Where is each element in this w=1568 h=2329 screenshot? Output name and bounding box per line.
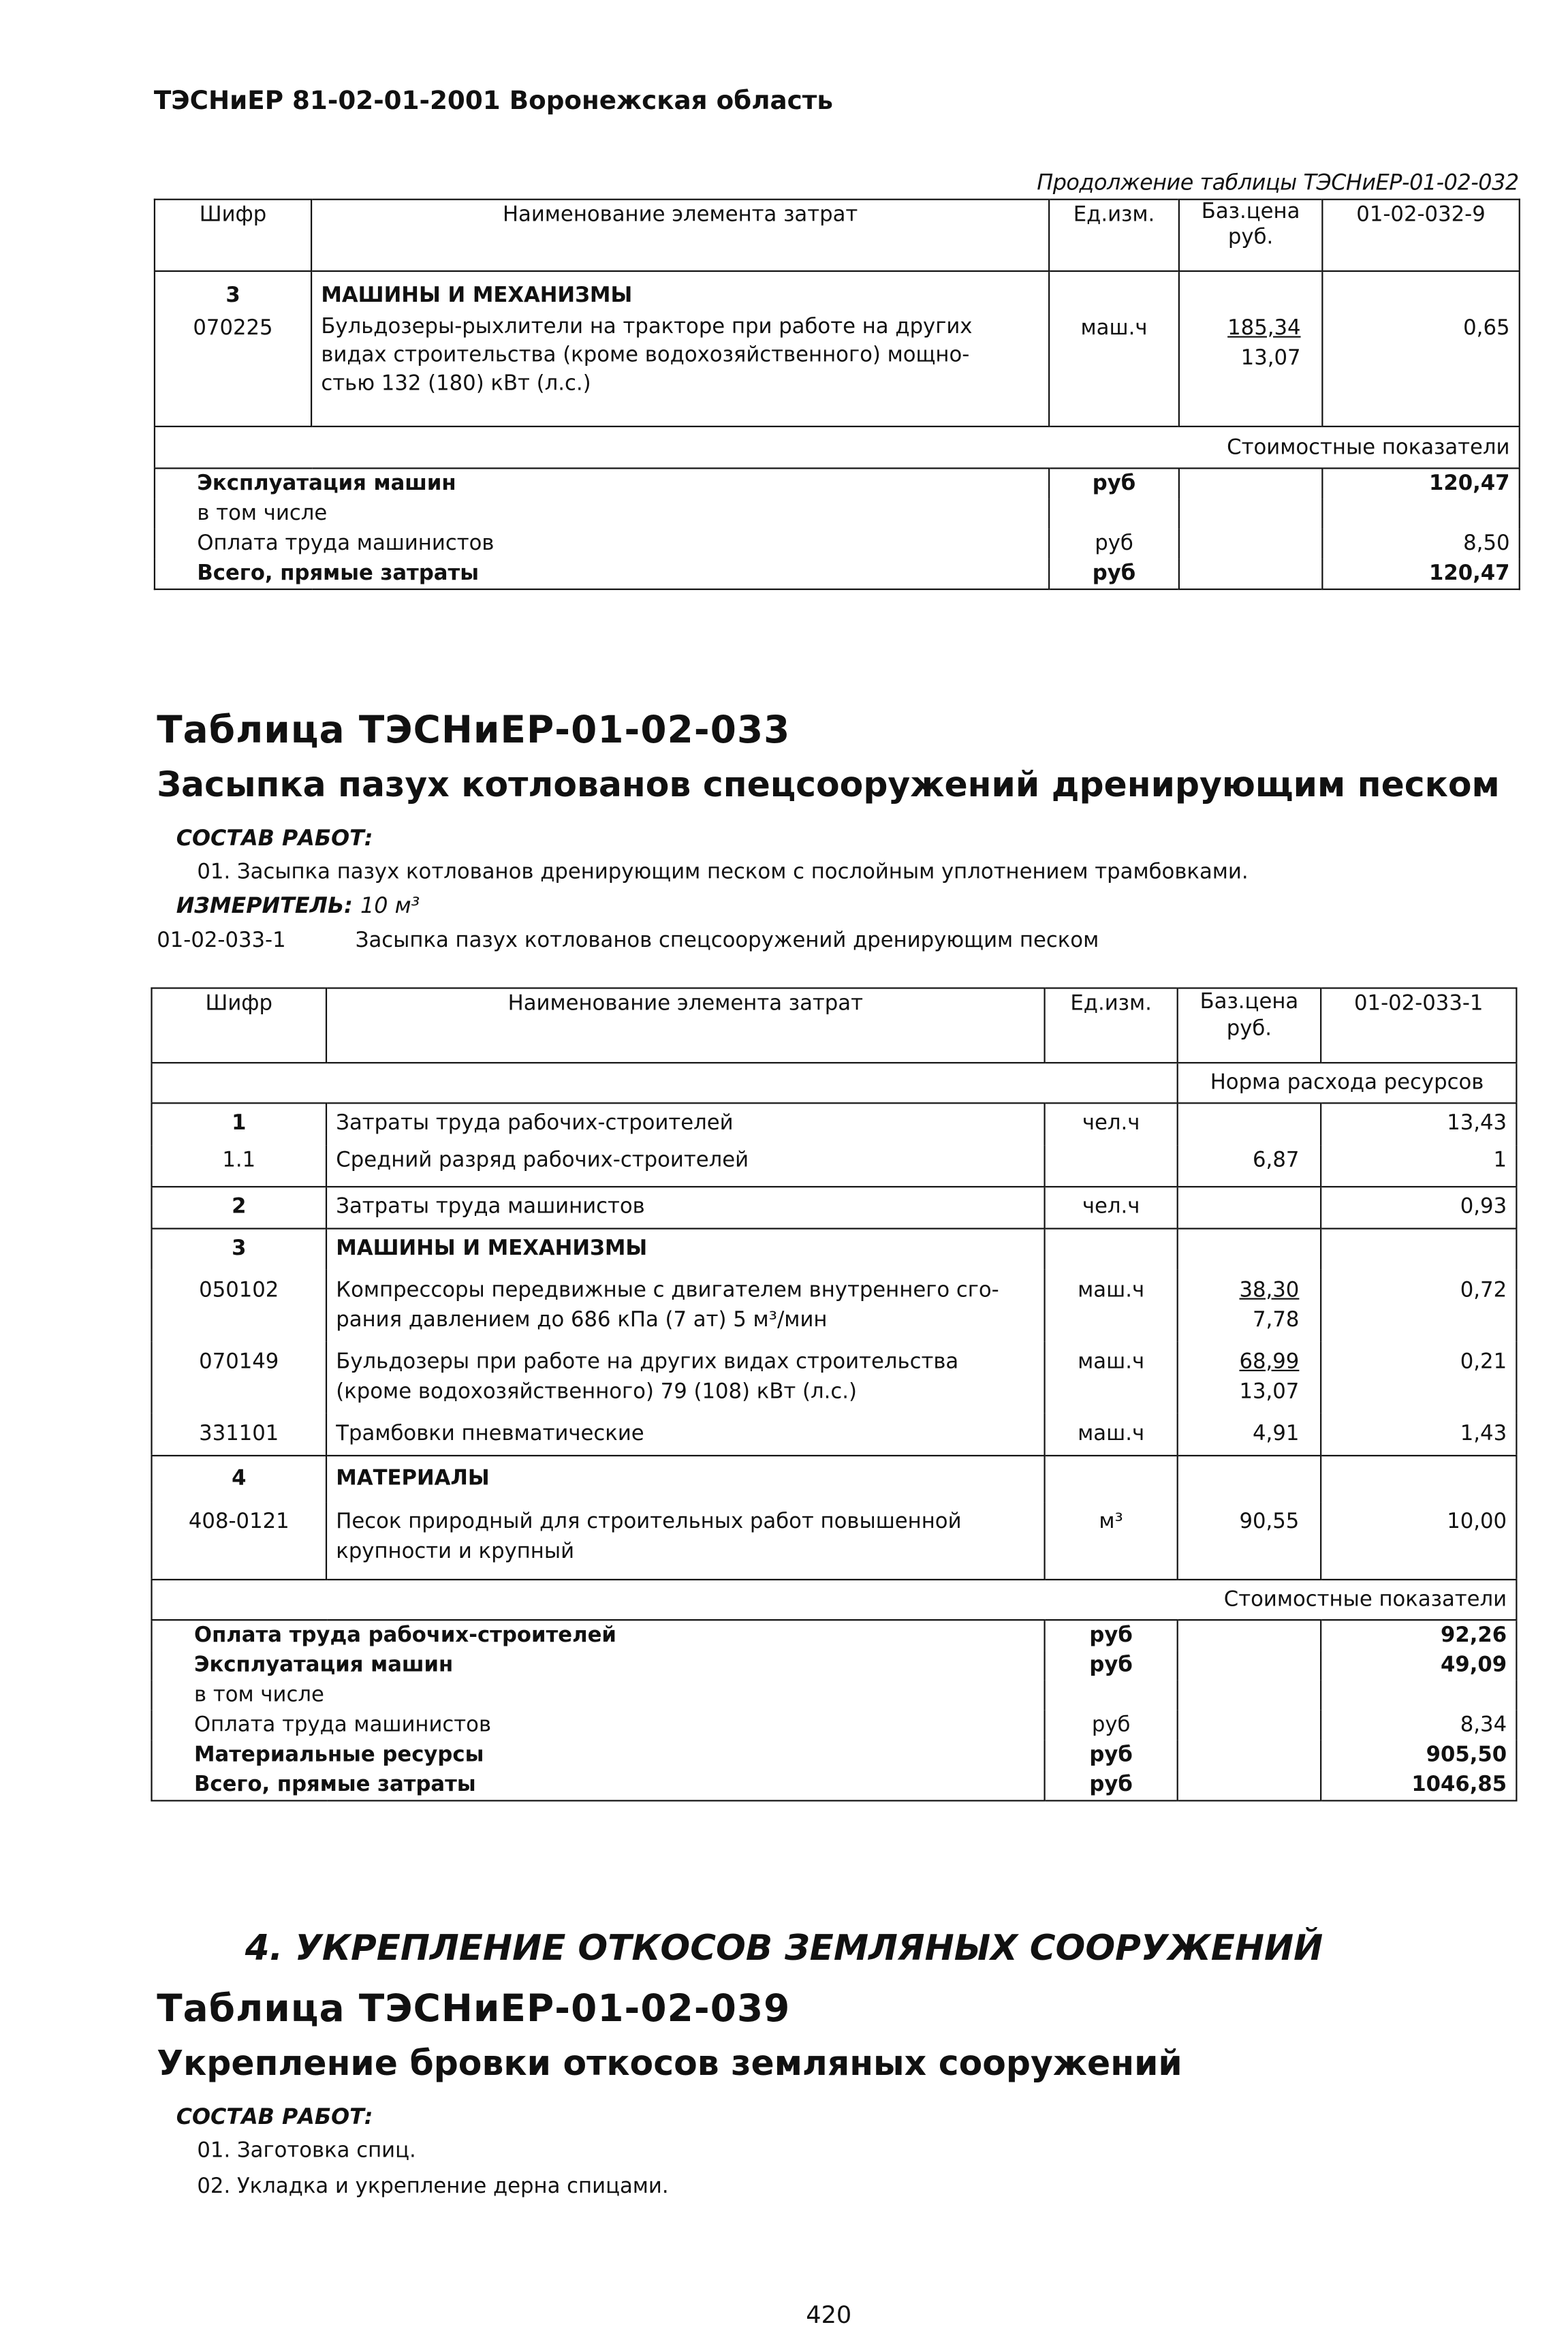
row-unit: маш.ч <box>1045 1269 1178 1341</box>
summary-row <box>152 1651 1517 1681</box>
row-unit: маш.ч <box>1045 1341 1178 1412</box>
summary-value: 8,50 <box>1322 529 1519 559</box>
resource-table-033 <box>151 987 1517 1801</box>
table-row <box>152 1269 1517 1341</box>
group-cipher: 3 <box>152 1229 327 1269</box>
row-price-base: 185,34 <box>1227 315 1301 340</box>
table-row <box>152 1145 1517 1187</box>
meter-label: ИЗМЕРИТЕЛЬ: <box>176 894 353 919</box>
table-039-subtitle: Укрепление бровки откосов земляных сооружений <box>157 2044 1182 2084</box>
row-price <box>1178 1341 1321 1412</box>
summary-label: Эксплуатация машин <box>194 1653 454 1678</box>
row-name-line: Бульдозеры-рыхлители на тракторе при работе на других <box>321 314 973 339</box>
summary-unit: руб <box>1049 529 1179 559</box>
table-row <box>152 1341 1517 1412</box>
cost-indicators-label: Стоимостные показатели <box>1178 1580 1517 1620</box>
row-value: 10,00 <box>1321 1502 1516 1580</box>
code-line-text: Засыпка пазух котлованов спецсооружений дренирующим песком <box>355 928 1099 954</box>
works-item: 01. Засыпка пазух котлованов дренирующим песком с послойным уплотнением трамбовками. <box>197 860 1249 885</box>
row-cipher: 1 <box>232 1111 247 1136</box>
group-name: МАШИНЫ И МЕХАНИЗМЫ <box>311 271 1049 313</box>
row-unit: маш.ч <box>1049 313 1179 426</box>
header-cipher: Шифр <box>205 992 273 1016</box>
row-unit: маш.ч <box>1045 1412 1178 1456</box>
summary-unit: руб <box>1045 1740 1178 1770</box>
row-value: 13,43 <box>1321 1103 1516 1144</box>
row-name <box>326 1269 1045 1341</box>
row-value: 0,21 <box>1321 1341 1516 1412</box>
row-price-base: 68,99 <box>1239 1349 1300 1374</box>
row-name <box>326 1502 1045 1580</box>
table-row <box>155 313 1520 426</box>
row-name-line: крупности и крупный <box>336 1539 575 1563</box>
table-header-row <box>152 988 1517 1063</box>
row-cipher: 050102 <box>199 1277 279 1302</box>
header-unit: Ед.изм. <box>1045 988 1178 1063</box>
row-price-wage: 7,78 <box>1253 1307 1300 1332</box>
summary-label: Материальные ресурсы <box>194 1742 484 1768</box>
summary-label: Оплата труда машинистов <box>197 531 495 556</box>
table-row <box>152 1412 1517 1456</box>
summary-row <box>155 559 1520 589</box>
row-value: 0,72 <box>1321 1269 1516 1341</box>
summary-value: 8,34 <box>1321 1710 1516 1740</box>
summary-label: в том числе <box>197 501 328 526</box>
row-name: Затраты труда машинистов <box>326 1187 1045 1228</box>
table-row <box>152 1187 1517 1228</box>
row-name: Трамбовки пневматические <box>326 1412 1045 1456</box>
row-cipher: 1.1 <box>222 1148 256 1172</box>
group-row <box>155 271 1520 313</box>
summary-label: Всего, прямые затраты <box>197 561 480 586</box>
row-name-line: Бульдозеры при работе на других видах строительства <box>336 1349 959 1374</box>
summary-label: в том числе <box>194 1683 324 1708</box>
table-continuation-note: Продолжение таблицы ТЭСНиЕР-01-02-032 <box>1037 172 1519 196</box>
summary-label: Эксплуатация машин <box>155 468 1049 499</box>
table-033-subtitle: Засыпка пазух котлованов спецсооружений дренирующим песком <box>157 766 1500 805</box>
cost-indicators-label: Стоимостные показатели <box>155 426 1520 468</box>
summary-unit: руб <box>1049 559 1179 589</box>
row-price-wage: 13,07 <box>1239 1379 1300 1404</box>
summary-row <box>155 468 1520 499</box>
table-033-title: Таблица ТЭСНиЕР-01-02-033 <box>157 708 791 751</box>
summary-value: 92,26 <box>1321 1620 1516 1651</box>
row-unit: чел.ч <box>1045 1187 1178 1228</box>
code-line-code: 01-02-033-1 <box>157 928 286 954</box>
summary-label: Всего, прямые затраты <box>194 1772 476 1797</box>
norm-label: Норма расхода ресурсов <box>1178 1063 1517 1103</box>
row-value: 0,65 <box>1322 313 1519 426</box>
summary-value: 120,47 <box>1322 468 1519 499</box>
header-code: 01-02-033-1 <box>1321 988 1516 1063</box>
works-label: СОСТАВ РАБОТ: <box>176 827 373 851</box>
summary-row <box>152 1740 1517 1770</box>
row-cipher: 331101 <box>199 1421 279 1445</box>
group-cipher: 4 <box>152 1456 327 1502</box>
row-cipher: 070149 <box>199 1349 279 1374</box>
header-name: Наименование элемента затрат <box>326 988 1045 1063</box>
row-price-base: 38,30 <box>1239 1277 1300 1302</box>
summary-value: 1046,85 <box>1321 1770 1516 1800</box>
table-row <box>152 1103 1517 1144</box>
cost-indicators-row <box>152 1580 1517 1620</box>
summary-row <box>155 529 1520 559</box>
row-unit: чел.ч <box>1045 1103 1178 1144</box>
summary-row <box>152 1681 1517 1710</box>
row-price: 90,55 <box>1178 1502 1321 1580</box>
row-name-line: рания давлением до 686 кПа (7 ат) 5 м³/мин <box>336 1307 828 1332</box>
row-name <box>326 1341 1045 1412</box>
summary-label: Оплата труда машинистов <box>194 1713 492 1738</box>
works-item: 02. Укладка и укрепление дерна спицами. <box>197 2174 669 2199</box>
summary-row <box>152 1710 1517 1740</box>
summary-unit: руб <box>1045 1620 1178 1651</box>
row-value: 1 <box>1321 1145 1516 1187</box>
row-cipher: 070225 <box>193 315 273 340</box>
row-price-wage: 13,07 <box>1240 345 1301 370</box>
works-label: СОСТАВ РАБОТ: <box>176 2106 373 2130</box>
row-name-line: видах строительства (кроме водохозяйственного) мощно- <box>321 343 970 367</box>
group-row <box>152 1229 1517 1269</box>
summary-row <box>155 499 1520 529</box>
meter-value: 10 м³ <box>360 894 420 919</box>
summary-value: 120,47 <box>1322 559 1519 589</box>
header-cipher: Шифр <box>199 203 267 228</box>
row-name: Средний разряд рабочих-строителей <box>326 1145 1045 1187</box>
row-name-line: стью 132 (180) кВт (л.с.) <box>321 371 591 395</box>
table-row <box>152 1502 1517 1580</box>
row-unit: м³ <box>1045 1502 1178 1580</box>
summary-unit: руб <box>1045 1651 1178 1681</box>
group-name: МАШИНЫ И МЕХАНИЗМЫ <box>326 1229 1045 1269</box>
summary-unit: руб <box>1045 1710 1178 1740</box>
row-name-line: Песок природный для строительных работ повышенной <box>336 1509 962 1533</box>
norm-row <box>152 1063 1517 1103</box>
resource-table-032 <box>154 199 1520 591</box>
group-row <box>152 1456 1517 1502</box>
cost-indicators-row <box>155 426 1520 468</box>
page-number: 420 <box>806 2300 852 2329</box>
row-price <box>1179 313 1322 426</box>
row-price <box>1178 1269 1321 1341</box>
row-value: 0,93 <box>1321 1187 1516 1228</box>
summary-value: 905,50 <box>1321 1740 1516 1770</box>
row-name <box>311 313 1049 426</box>
row-price: 6,87 <box>1178 1145 1321 1187</box>
summary-row <box>152 1770 1517 1800</box>
header-price: Баз.цена руб. <box>1179 200 1322 271</box>
header-code: 01-02-032-9 <box>1322 200 1519 271</box>
row-cipher: 408-0121 <box>188 1509 289 1533</box>
row-cipher: 2 <box>152 1187 327 1228</box>
summary-row <box>152 1620 1517 1651</box>
table-039-title: Таблица ТЭСНиЕР-01-02-039 <box>157 1986 791 2031</box>
group-cipher: 3 <box>225 283 240 308</box>
document-header: ТЭСНиЕР 81-02-01-2001 Воронежская область <box>153 87 833 117</box>
header-name: Наименование элемента затрат <box>311 200 1049 271</box>
header-price: Баз.цена руб. <box>1178 988 1321 1063</box>
meter-line <box>176 894 420 918</box>
summary-label: Оплата труда рабочих-строителей <box>152 1620 1045 1651</box>
works-item: 01. Заготовка спиц. <box>197 2139 416 2163</box>
table-header-row <box>155 200 1520 271</box>
row-value: 1,43 <box>1321 1412 1516 1456</box>
summary-unit: руб <box>1049 468 1179 499</box>
row-name: Затраты труда рабочих-строителей <box>326 1103 1045 1144</box>
summary-value: 49,09 <box>1321 1651 1516 1681</box>
row-name-line: Компрессоры передвижные с двигателем внутреннего сго- <box>336 1277 999 1302</box>
group-name: МАТЕРИАЛЫ <box>326 1456 1045 1502</box>
summary-unit: руб <box>1045 1770 1178 1800</box>
row-price: 4,91 <box>1178 1412 1321 1456</box>
section-heading: 4. УКРЕПЛЕНИЕ ОТКОСОВ ЗЕМЛЯНЫХ СООРУЖЕНИЙ <box>245 1926 1323 1969</box>
header-unit: Ед.изм. <box>1049 200 1179 271</box>
row-name-line: (кроме водохозяйственного) 79 (108) кВт (л.с.) <box>336 1379 857 1404</box>
